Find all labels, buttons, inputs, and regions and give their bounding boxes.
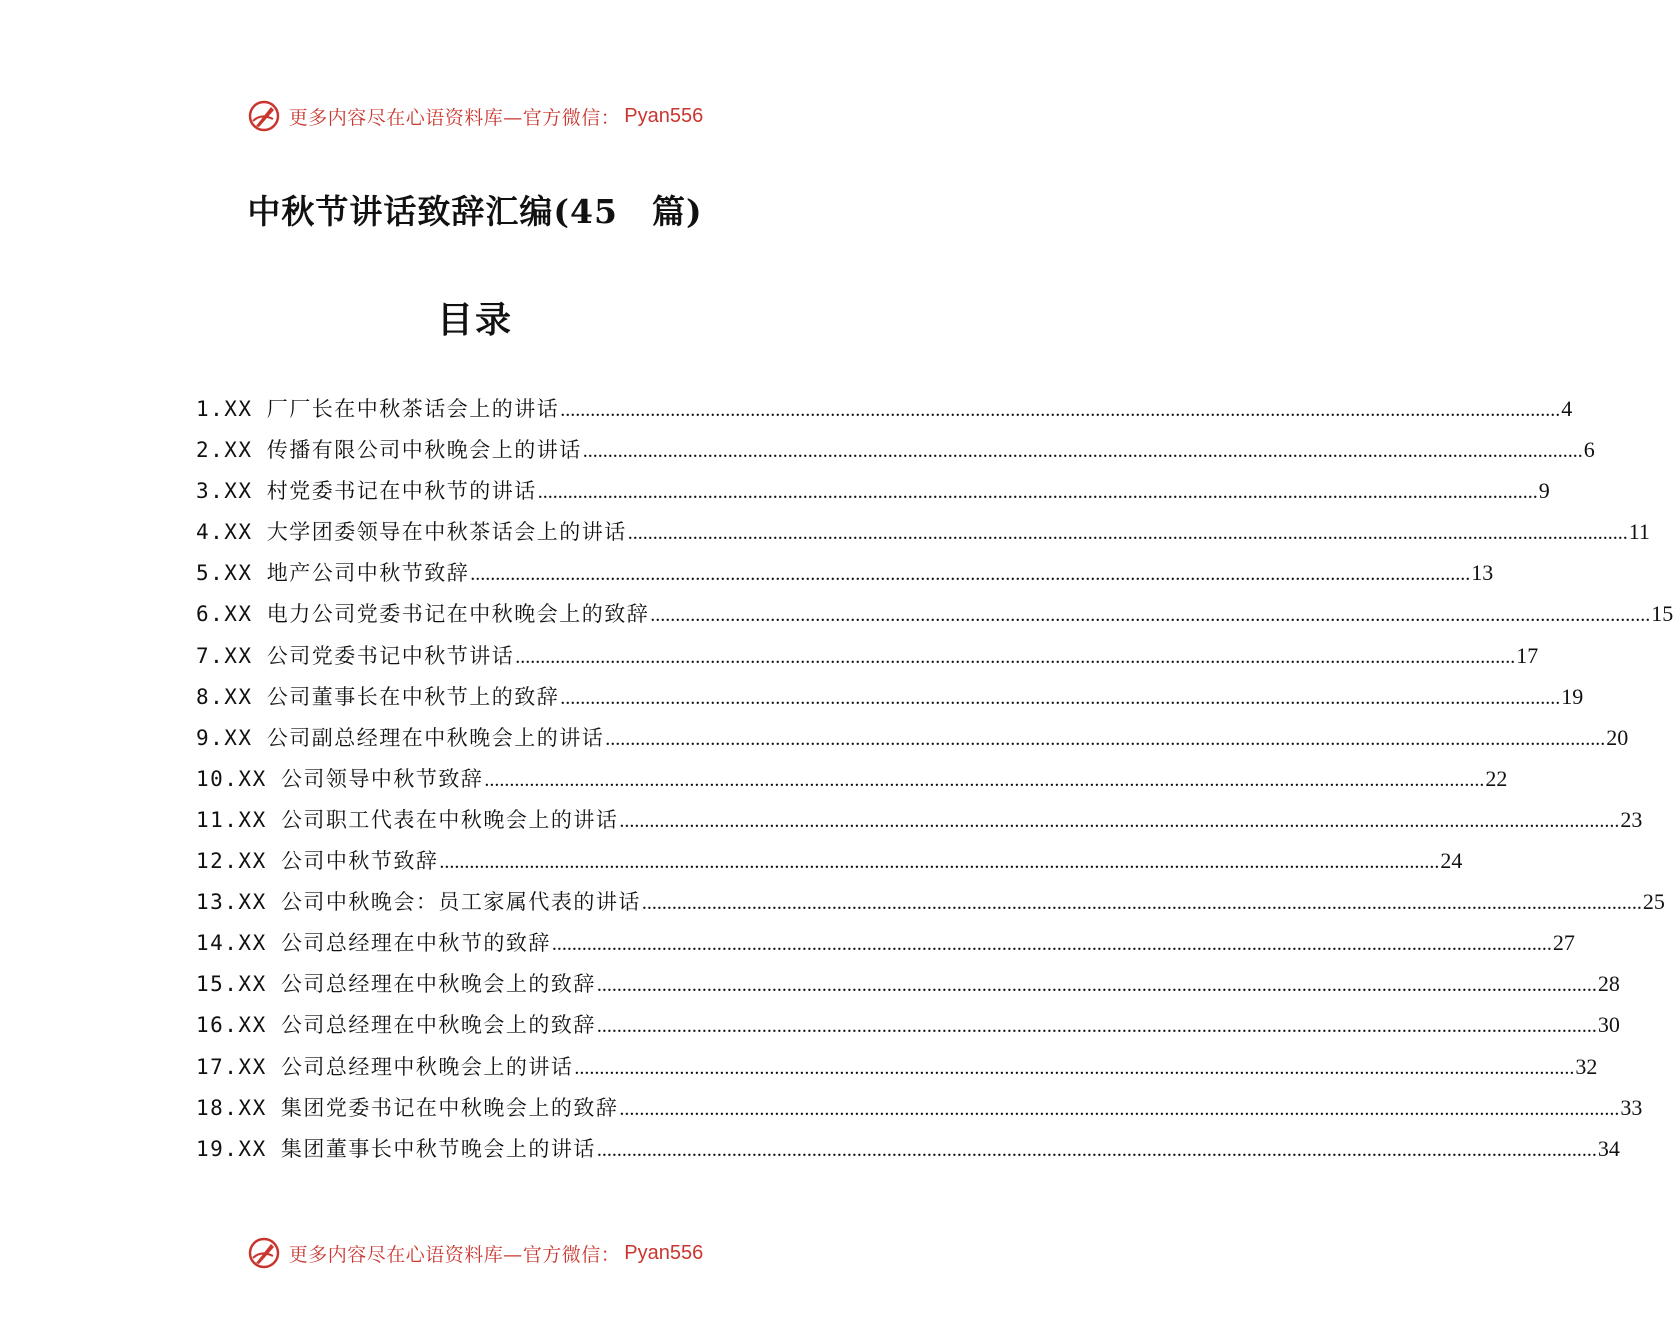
toc-entry[interactable]: [196, 886, 1665, 927]
toc-entry[interactable]: [196, 1092, 1643, 1133]
dot-leader: ........................................................................................................................................................................................................: [596, 974, 1597, 997]
toc-entry-title: 17.XX 公司总经理中秋晚会上的讲话: [196, 1054, 574, 1079]
toc-entry-title: 12.XX 公司中秋节致辞: [196, 849, 439, 874]
toc-entry-title: 19.XX 集团董事长中秋节晚会上的讲话: [196, 1136, 596, 1161]
quill-seal-icon: [247, 1236, 281, 1270]
dot-leader: ........................................................................................................................................................................................................: [596, 1015, 1597, 1038]
toc-entry-title: 5.XX 地产公司中秋节致辞: [196, 561, 470, 586]
quill-seal-icon: [247, 99, 281, 133]
dot-leader: ........................................................................................................................................................................................................: [470, 563, 1471, 586]
toc-entry-title: 6.XX 电力公司党委书记在中秋晚会上的致辞: [196, 602, 650, 627]
toc-entry[interactable]: [196, 845, 1463, 886]
dot-leader: ........................................................................................................................................................................................................: [605, 727, 1606, 750]
dot-leader: ........................................................................................................................................................................................................: [560, 399, 1561, 421]
toc-entry[interactable]: [196, 598, 1673, 639]
toc-entry[interactable]: [196, 927, 1575, 968]
toc-heading: 目录: [436, 299, 513, 341]
toc-entry-title: 18.XX 集团党委书记在中秋晚会上的致辞: [196, 1095, 619, 1120]
toc-entry-page-number: 30: [1597, 1012, 1620, 1038]
dot-leader: ........................................................................................................................................................................................................: [650, 604, 1651, 627]
dot-leader: ........................................................................................................................................................................................................: [560, 686, 1561, 709]
toc-entry[interactable]: [196, 640, 1539, 681]
toc-entry[interactable]: [196, 475, 1550, 516]
toc-entry-page-number: 19: [1561, 683, 1584, 709]
toc-entry-title: 15.XX 公司总经理在中秋晚会上的致辞: [196, 972, 596, 997]
toc-entry-page-number: 20: [1606, 724, 1629, 750]
toc-entry-title: 13.XX 公司中秋晚会：员工家属代表的讲话: [196, 890, 641, 915]
toc-entry-title: 14.XX 公司总经理在中秋节的致辞: [196, 931, 551, 956]
toc-entry[interactable]: [196, 1051, 1598, 1092]
dot-leader: ........................................................................................................................................................................................................: [627, 522, 1628, 545]
toc-entry[interactable]: [196, 681, 1584, 722]
toc-entry[interactable]: [196, 1133, 1620, 1174]
toc-entry-title: 9.XX 公司副总经理在中秋晚会上的讲话: [196, 725, 605, 750]
toc-entry-page-number: 11: [1628, 519, 1650, 545]
toc-entry[interactable]: [196, 516, 1650, 557]
toc-entry-page-number: 22: [1485, 765, 1508, 791]
toc-entry[interactable]: [196, 1009, 1620, 1050]
dot-leader: ........................................................................................................................................................................................................: [484, 768, 1485, 791]
dot-leader: ........................................................................................................................................................................................................: [439, 851, 1440, 874]
toc-entry[interactable]: [196, 763, 1508, 804]
toc-entry[interactable]: [196, 393, 1573, 434]
toc-entry-title: 3.XX 村党委书记在中秋节的讲话: [196, 479, 537, 504]
toc-entry-page-number: 34: [1597, 1135, 1620, 1161]
toc-entry-title: 4.XX 大学团委领导在中秋茶话会上的讲话: [196, 520, 627, 545]
toc-entry-page-number: 13: [1471, 560, 1494, 586]
toc-entry-page-number: 33: [1620, 1094, 1643, 1120]
table-of-contents: [196, 393, 1673, 1174]
footer-banner: [0, 1233, 950, 1273]
toc-entry-title: 10.XX 公司领导中秋节致辞: [196, 766, 484, 791]
toc-entry[interactable]: [196, 434, 1595, 475]
toc-entry-page-number: 32: [1575, 1053, 1598, 1079]
toc-entry-title: 11.XX 公司职工代表在中秋晚会上的讲话: [196, 807, 619, 832]
banner-text: 更多内容尽在心语资料库—官方微信：: [288, 1243, 621, 1266]
toc-entry[interactable]: [196, 804, 1643, 845]
dot-leader: ........................................................................................................................................................................................................: [551, 933, 1552, 956]
banner-wechat-id: Pyan556: [624, 104, 704, 127]
dot-leader: ........................................................................................................................................................................................................: [574, 1056, 1575, 1079]
toc-entry-page-number: 27: [1552, 930, 1575, 956]
header-banner: [0, 96, 950, 136]
dot-leader: ........................................................................................................................................................................................................: [619, 1097, 1620, 1120]
dot-leader: ........................................................................................................................................................................................................: [596, 1138, 1597, 1161]
toc-entry[interactable]: [196, 968, 1620, 1009]
dot-leader: ........................................................................................................................................................................................................: [537, 481, 1538, 504]
toc-entry-title: 7.XX 公司党委书记中秋节讲话: [196, 643, 515, 668]
toc-entry-title: 2.XX 传播有限公司中秋晚会上的讲话: [196, 438, 582, 463]
toc-entry-title: 1.XX 厂厂长在中秋茶话会上的讲话: [196, 397, 560, 421]
banner-text: 更多内容尽在心语资料库—官方微信：: [288, 106, 621, 129]
dot-leader: ........................................................................................................................................................................................................: [619, 809, 1620, 832]
toc-entry-title: 16.XX 公司总经理在中秋晚会上的致辞: [196, 1013, 596, 1038]
toc-entry-title: 8.XX 公司董事长在中秋节上的致辞: [196, 684, 560, 709]
toc-entry-page-number: 4: [1561, 396, 1573, 421]
toc-entry-page-number: 6: [1583, 437, 1595, 463]
banner-wechat-id: Pyan556: [624, 1241, 704, 1264]
toc-entry[interactable]: [196, 557, 1494, 598]
document-title: 中秋节讲话致辞汇编(45 篇): [247, 192, 703, 231]
toc-entry-page-number: 9: [1538, 478, 1550, 504]
toc-entry[interactable]: [196, 722, 1629, 763]
toc-entry-page-number: 17: [1516, 642, 1539, 668]
toc-entry-page-number: 15: [1651, 601, 1673, 627]
dot-leader: ........................................................................................................................................................................................................: [641, 892, 1642, 915]
dot-leader: ........................................................................................................................................................................................................: [515, 645, 1516, 668]
toc-entry-page-number: 23: [1620, 806, 1643, 832]
dot-leader: ........................................................................................................................................................................................................: [582, 440, 1583, 463]
toc-entry-page-number: 24: [1440, 848, 1463, 874]
toc-entry-page-number: 25: [1642, 889, 1665, 915]
toc-entry-page-number: 28: [1597, 971, 1620, 997]
